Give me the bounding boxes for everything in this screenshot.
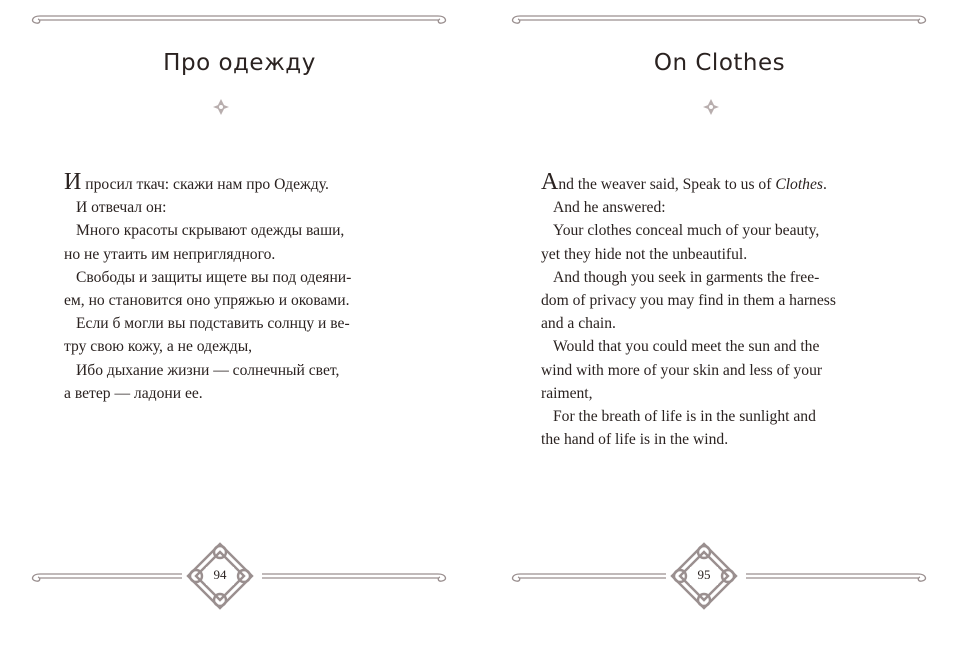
text-line: тру свою кожу, а не одежды, (64, 338, 253, 356)
right-page (480, 0, 959, 653)
text-line: wind with more of your skin and less of your (541, 361, 823, 379)
first-line (64, 169, 394, 196)
text-line: And though you seek in garments the free- (553, 268, 820, 286)
paragraph-lines (541, 196, 881, 451)
first-line-end: . (822, 176, 827, 193)
drop-cap: И (64, 169, 82, 195)
text-line: And he answered: (553, 199, 666, 217)
text-line: raiment, (541, 384, 593, 402)
page-number: 95 (697, 567, 711, 582)
left-page (0, 0, 479, 653)
first-line (541, 169, 881, 196)
diamond-ornament-icon (212, 98, 230, 116)
body-text (64, 169, 394, 405)
text-line: Would that you could meet the sun and the (553, 338, 820, 356)
page-number: 94 (213, 567, 227, 582)
first-line-italic: Clothes (775, 176, 823, 193)
drop-cap: A (541, 169, 559, 195)
text-line: and a chain. (541, 315, 616, 333)
top-ornamental-rule (0, 8, 479, 28)
page-title: Про одежду (163, 50, 316, 76)
text-line: For the breath of life is in the sunlight and (553, 408, 816, 426)
text-line: Ибо дыхание жизни — солнечный свет, (76, 361, 340, 379)
first-line-text: nd the weaver said, Speak to us of (558, 176, 776, 193)
page-title: On Clothes (653, 50, 786, 76)
text-line: dom of privacy you may find in them a harness (541, 292, 836, 310)
text-line: но не утаить им неприглядного. (64, 245, 276, 263)
paragraph-lines (64, 196, 394, 405)
text-line: ем, но становится оно упряжью и оковами. (64, 292, 350, 310)
top-ornamental-rule (480, 8, 959, 28)
text-line: Свободы и защиты ищете вы под одеяни- (76, 268, 352, 286)
first-line-text: просил ткач: скажи нам про Одежду. (81, 176, 329, 193)
text-line: Много красоты скрывают одежды ваши, (76, 222, 345, 240)
text-line: yet they hide not the unbeautiful. (541, 245, 748, 263)
text-line: И отвечал он: (76, 199, 167, 217)
diamond-ornament-icon (702, 98, 720, 116)
text-line: Your clothes conceal much of your beauty, (553, 222, 820, 240)
text-line: the hand of life is in the wind. (541, 431, 729, 449)
text-line: а ветер — ладони ее. (64, 384, 203, 402)
text-line: Если б могли вы подставить солнцу и ве- (76, 315, 350, 333)
body-text (541, 169, 881, 451)
